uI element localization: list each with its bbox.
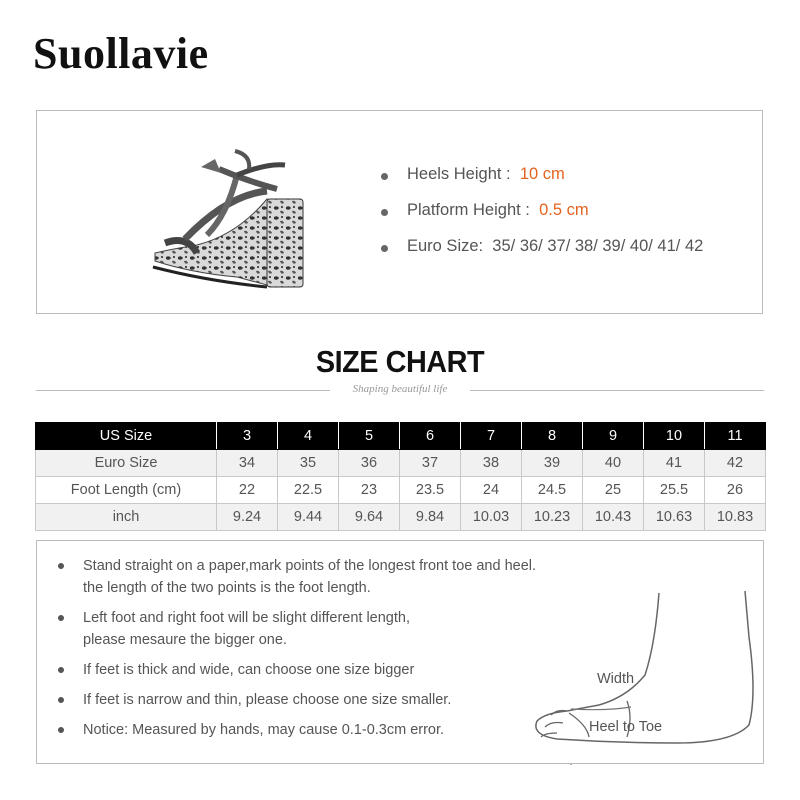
note-item <box>55 555 536 599</box>
table-cell: 35 <box>278 450 339 477</box>
table-cell: 34 <box>217 450 278 477</box>
table-cell: 39 <box>522 450 583 477</box>
note-item <box>55 689 536 711</box>
table-cell: 11 <box>705 423 766 450</box>
spec-value: 10 cm <box>519 165 565 183</box>
table-row-inch <box>36 504 766 531</box>
table-cell: 3 <box>217 423 278 450</box>
table-cell: 10.63 <box>644 504 705 531</box>
notes-list <box>55 555 536 749</box>
table-cell: 41 <box>644 450 705 477</box>
spec-heel-height <box>379 165 703 201</box>
sandal-image <box>117 135 327 295</box>
table-cell: 42 <box>705 450 766 477</box>
spec-value: 0.5 cm <box>539 201 589 219</box>
note-text: Left foot and right foot will be slight different length, <box>83 610 410 626</box>
table-cell: 25.5 <box>644 477 705 504</box>
spec-label: Platform Height : <box>407 201 530 219</box>
table-cell: 6 <box>400 423 461 450</box>
table-row-us-size <box>36 423 766 450</box>
table-cell: 10.03 <box>461 504 522 531</box>
note-text: Notice: Measured by hands, may cause 0.1-0.3cm error. <box>83 722 445 738</box>
table-cell: 10.43 <box>583 504 644 531</box>
width-label: Width <box>597 671 635 687</box>
table-cell: 9.24 <box>217 504 278 531</box>
table-cell: 38 <box>461 450 522 477</box>
table-cell: Foot Length (cm) <box>36 477 217 504</box>
note-item <box>55 719 536 741</box>
table-cell: 25 <box>583 477 644 504</box>
table-cell: 10.23 <box>522 504 583 531</box>
spec-platform-height <box>379 201 703 237</box>
note-text: If feet is thick and wide, can choose one size bigger <box>83 662 415 678</box>
spec-label: Heels Height : <box>407 165 511 183</box>
table-cell: US Size <box>36 423 217 450</box>
measurement-notes-panel <box>36 540 764 764</box>
note-text: If feet is narrow and thin, please choose one size smaller. <box>83 692 452 708</box>
size-chart-tagline: Shaping beautiful life <box>352 383 448 395</box>
spec-list <box>379 165 703 273</box>
table-cell: 9.64 <box>339 504 400 531</box>
note-item <box>55 607 536 651</box>
table-cell: 40 <box>583 450 644 477</box>
table-cell: 10.83 <box>705 504 766 531</box>
table-cell: 36 <box>339 450 400 477</box>
brand-name: Suollavie <box>33 29 209 78</box>
table-cell: 37 <box>400 450 461 477</box>
table-cell: 23.5 <box>400 477 461 504</box>
table-cell: 23 <box>339 477 400 504</box>
table-cell: 5 <box>339 423 400 450</box>
spec-value: 35/ 36/ 37/ 38/ 39/ 40/ 41/ 42 <box>492 237 704 255</box>
table-cell: 22.5 <box>278 477 339 504</box>
table-cell: 24.5 <box>522 477 583 504</box>
table-cell: 10 <box>644 423 705 450</box>
spec-euro-size <box>379 237 703 273</box>
foot-outline-icon <box>527 585 757 765</box>
table-cell: 9.84 <box>400 504 461 531</box>
heel-to-toe-label: Heel to Toe <box>589 719 663 735</box>
spec-label: Euro Size: <box>407 237 484 255</box>
size-table <box>35 422 766 531</box>
table-cell: inch <box>36 504 217 531</box>
table-cell: 4 <box>278 423 339 450</box>
note-item <box>55 659 536 681</box>
table-row-euro-size <box>36 450 766 477</box>
size-chart-title: SIZE CHART <box>315 344 485 379</box>
table-row-foot-length <box>36 477 766 504</box>
table-cell: 9.44 <box>278 504 339 531</box>
table-cell: Euro Size <box>36 450 217 477</box>
note-text: Stand straight on a paper,mark points of the longest front toe and heel. <box>83 558 537 574</box>
table-cell: 22 <box>217 477 278 504</box>
table-cell: 7 <box>461 423 522 450</box>
note-text: the length of the two points is the foot length. <box>83 580 371 596</box>
table-cell: 9 <box>583 423 644 450</box>
note-text: please mesaure the bigger one. <box>83 632 287 648</box>
table-cell: 26 <box>705 477 766 504</box>
product-spec-panel <box>36 110 763 314</box>
table-cell: 8 <box>522 423 583 450</box>
table-cell: 24 <box>461 477 522 504</box>
